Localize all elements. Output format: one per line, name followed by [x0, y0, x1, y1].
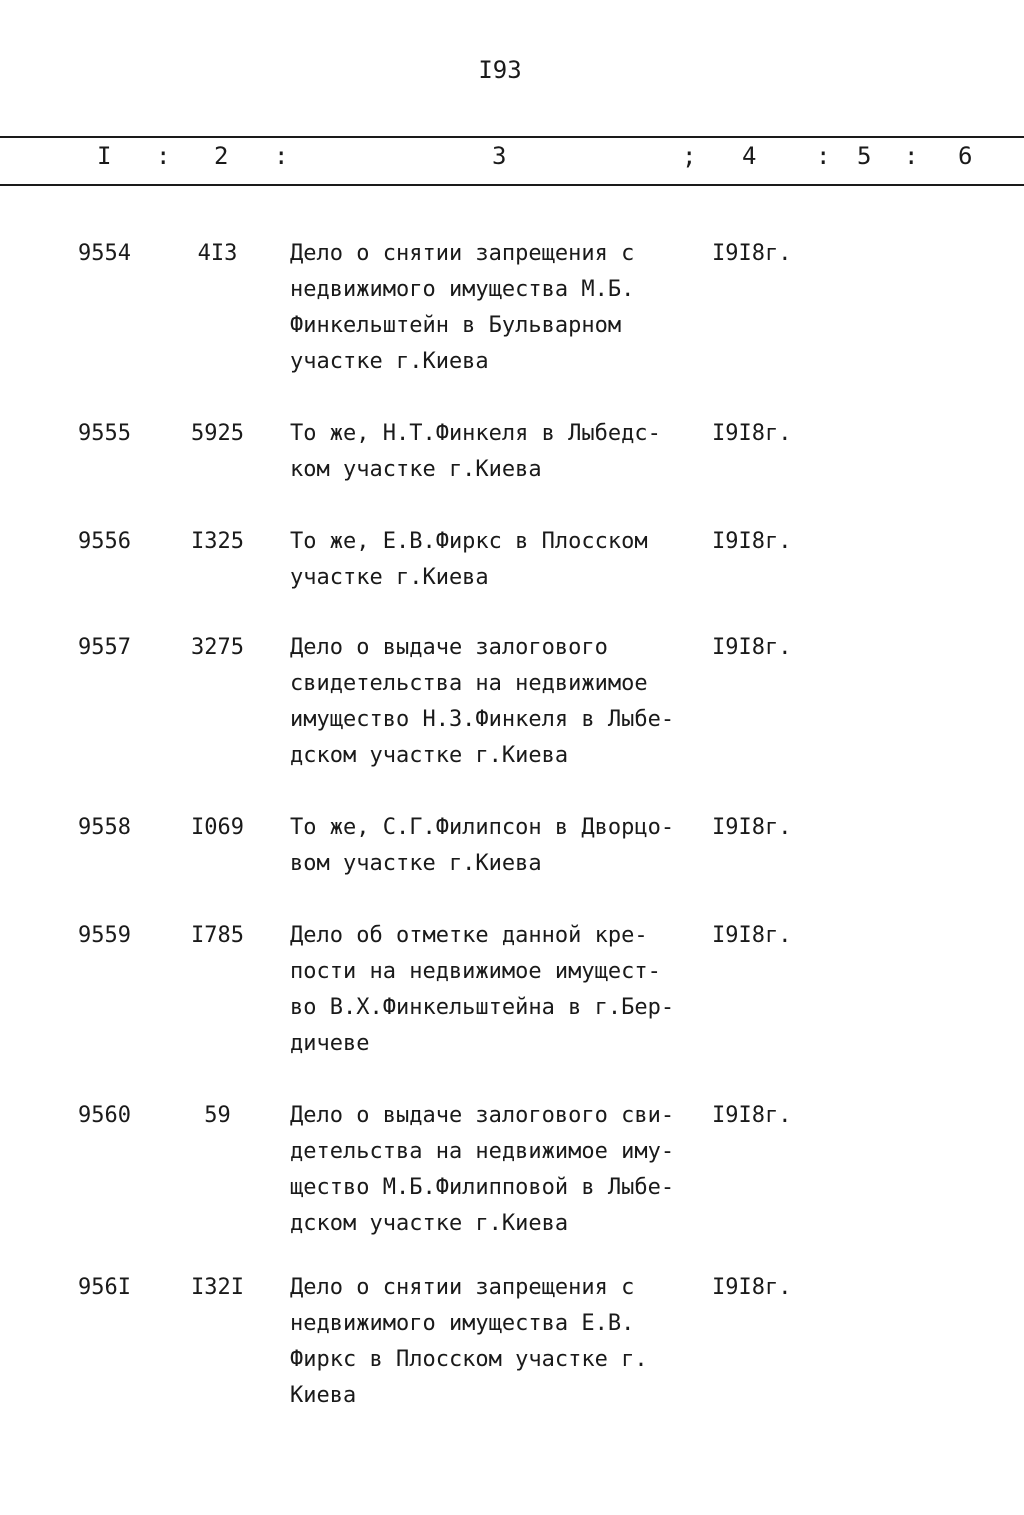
- entry-description: [290, 810, 710, 882]
- entry-old-number: 59: [204, 1103, 231, 1128]
- description-line: дском участке г.Киева: [290, 743, 569, 768]
- description-line: То же, С.Г.Филипсон в Дворцо-: [290, 815, 675, 840]
- entry-old-number: I069: [191, 815, 244, 840]
- description-line: щество М.Б.Филипповой в Лыбе-: [290, 1175, 675, 1200]
- header-separator-2: :: [274, 142, 289, 170]
- description-line: свидетельства на недвижимое: [290, 671, 648, 696]
- description-line: участке г.Киева: [290, 349, 489, 374]
- entry-old-number: 5925: [191, 421, 244, 446]
- page-number: I93: [478, 56, 522, 84]
- entry-old-number: 4I3: [197, 241, 238, 266]
- entry-year: I9I8г.: [712, 635, 792, 660]
- description-line: во В.Х.Финкельштейна в г.Бер-: [290, 995, 675, 1020]
- entry-old-number: I325: [191, 529, 244, 554]
- description-line: Дело об отметке данной кре-: [290, 923, 648, 948]
- entry-number: 9559: [78, 923, 131, 948]
- header-column-6: 6: [958, 142, 973, 170]
- entry-number: 956I: [78, 1275, 131, 1300]
- entry-old-number: 3275: [191, 635, 244, 660]
- header-separator-4: :: [816, 142, 831, 170]
- header-column-2: 2: [214, 142, 229, 170]
- entry-description: [290, 416, 710, 488]
- description-line: Фиркс в Плосском участке г.: [290, 1347, 648, 1372]
- description-line: То же, Н.Т.Финкеля в Лыбедс-: [290, 421, 661, 446]
- entry-description: [290, 524, 710, 596]
- entry-number: 9558: [78, 815, 131, 840]
- description-line: То же, Е.В.Фиркс в Плосском: [290, 529, 648, 554]
- entry-year: I9I8г.: [712, 529, 792, 554]
- description-line: имущество Н.З.Финкеля в Лыбе-: [290, 707, 675, 732]
- table-header-top-rule: [0, 136, 1024, 138]
- entry-number: 9554: [78, 241, 131, 266]
- description-line: Дело о снятии запрещения с: [290, 241, 635, 266]
- entry-year: I9I8г.: [712, 923, 792, 948]
- description-line: Финкельштейн в Бульварном: [290, 313, 622, 338]
- entry-year: I9I8г.: [712, 1275, 792, 1300]
- header-column-3: 3: [492, 142, 507, 170]
- entry-old-number: I32I: [191, 1275, 244, 1300]
- entry-number: 9560: [78, 1103, 131, 1128]
- entry-description: [290, 630, 710, 774]
- entry-old-number: I785: [191, 923, 244, 948]
- description-line: недвижимого имущества Е.В.: [290, 1311, 635, 1336]
- entry-description: [290, 918, 710, 1062]
- entry-description: [290, 236, 710, 380]
- description-line: Дело о выдаче залогового: [290, 635, 608, 660]
- description-line: пости на недвижимое имущест-: [290, 959, 661, 984]
- entry-year: I9I8г.: [712, 815, 792, 840]
- header-column-4: 4: [742, 142, 757, 170]
- table-header-bottom-rule: [0, 184, 1024, 186]
- description-line: ком участке г.Киева: [290, 457, 542, 482]
- entry-description: [290, 1098, 710, 1242]
- entry-number: 9555: [78, 421, 131, 446]
- description-line: дском участке г.Киева: [290, 1211, 569, 1236]
- entry-year: I9I8г.: [712, 1103, 792, 1128]
- entry-description: [290, 1270, 710, 1414]
- description-line: участке г.Киева: [290, 565, 489, 590]
- header-separator-5: :: [904, 142, 919, 170]
- header-column-1: I: [97, 142, 112, 170]
- header-column-5: 5: [857, 142, 872, 170]
- header-separator-3: ;: [682, 142, 697, 170]
- description-line: недвижимого имущества М.Б.: [290, 277, 635, 302]
- entry-year: I9I8г.: [712, 241, 792, 266]
- description-line: Дело о выдаче залогового сви-: [290, 1103, 675, 1128]
- description-line: вом участке г.Киева: [290, 851, 542, 876]
- entry-number: 9557: [78, 635, 131, 660]
- description-line: Киева: [290, 1383, 357, 1408]
- header-separator-1: :: [156, 142, 171, 170]
- entry-year: I9I8г.: [712, 421, 792, 446]
- description-line: дичеве: [290, 1031, 370, 1056]
- description-line: детельства на недвижимое иму-: [290, 1139, 675, 1164]
- entry-number: 9556: [78, 529, 131, 554]
- description-line: Дело о снятии запрещения с: [290, 1275, 635, 1300]
